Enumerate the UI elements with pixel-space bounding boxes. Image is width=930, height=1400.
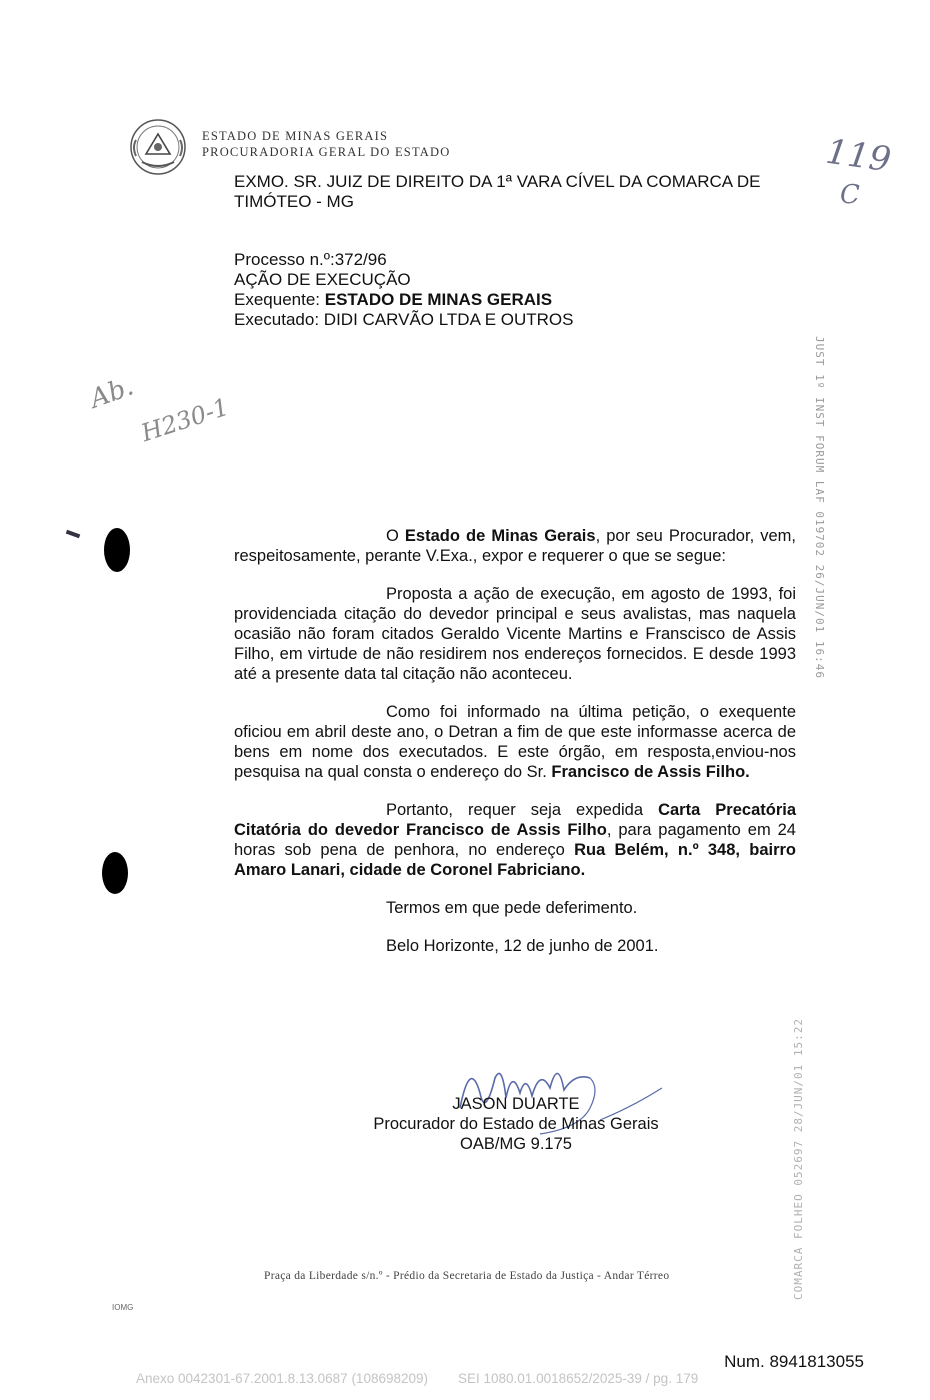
court-receipt-stamp: JUST 1º INST FORUM LAF 019702 26/JUN/01 16:46 [813,336,826,680]
margin-tick-mark [66,530,81,539]
agency-office: PROCURADORIA GERAL DO ESTADO [202,145,451,159]
footer-address: Praça da Liberdade s/n.º - Prédio da Secretaria de Estado da Justiça - Andar Térreo [264,1270,670,1282]
punch-hole-bottom [102,852,128,894]
folio-stamp: COMARCA FOLHEO 052697 28/JUN/01 15:22 [792,1017,805,1300]
paragraph-facts: Proposta a ação de execução, em agosto de 1993, foi providenciada citação do devedor principal e seus avalistas, mas naquela ocasião não foram citados Geraldo Vicente Martins e Franscisco de Assis Filho, em virtude de não residirem nos endereços fornecidos. E desde 1993 até a presente data tal citação não aconteceu. [234,585,796,683]
signer-oab: OAB/MG 9.175 [460,1135,572,1153]
executado-line: Executado: DIDI CARVÃO LTDA E OUTROS [234,310,574,329]
signer-name: JASON DUARTE [452,1095,580,1113]
page-number-handwritten: 119 [823,131,894,181]
agency-letterhead [202,128,450,160]
punch-hole-top [104,528,130,572]
action-type: AÇÃO DE EXECUÇÃO [234,270,411,289]
paragraph-detran: Como foi informado na última petição, o exequente oficiou em abril deste ano, o Detran a fim de que este informasse acerca de bens em nome dos executados. E este órgão, em resposta,enviou-nos pesquisa na qual consta o endereço do Sr. Francisco de Assis Filho. [234,703,796,781]
agency-state: ESTADO DE MINAS GERAIS [202,129,389,143]
exequente-line: Exequente: ESTADO DE MINAS GERAIS [234,290,553,309]
margin-note-1: Ab. [86,371,138,415]
date-line: Belo Horizonte, 12 de junho de 2001. [386,937,659,955]
form-code: IOMG [112,1303,134,1312]
document-number: Num. 8941813055 [724,1352,864,1371]
addressee [234,172,794,212]
margin-note-2: H230-1 [137,392,233,448]
page-initial-handwritten: C [840,180,860,210]
addressee-line-1: EXMO. SR. JUIZ DE DIREITO DA 1ª VARA CÍVEL DA COMARCA DE [234,172,761,191]
process-info [234,250,794,330]
annex-reference: Anexo 0042301-67.2001.8.13.0687 (108698209) SEI 1080.01.0018652/2025-39 / pg. 179 [136,1371,699,1386]
executado-name: DIDI CARVÃO LTDA E OUTROS [323,310,574,329]
signature-block [366,1094,666,1154]
addressee-line-2: TIMÓTEO - MG [234,192,354,211]
paragraph-request: Portanto, requer seja expedida Carta Precatória Citatória do devedor Francisco de Assis Filho, para pagamento em 24 horas sob pena de penhora, no endereço Rua Belém, n.º 348, bairro Amaro Lanari, cidade de Coronel Fabriciano. [234,801,796,879]
state-crest-seal [128,118,188,176]
paragraph-intro: O Estado de Minas Gerais, por seu Procurador, vem, respeitosamente, perante V.Exa., expor e requerer o que se segue: [234,527,796,565]
process-number: Processo n.º:372/96 [234,250,387,269]
closing-line: Termos em que pede deferimento. [386,899,638,917]
exequente-name: ESTADO DE MINAS GERAIS [324,290,553,309]
signer-title: Procurador do Estado de Minas Gerais [373,1115,659,1133]
